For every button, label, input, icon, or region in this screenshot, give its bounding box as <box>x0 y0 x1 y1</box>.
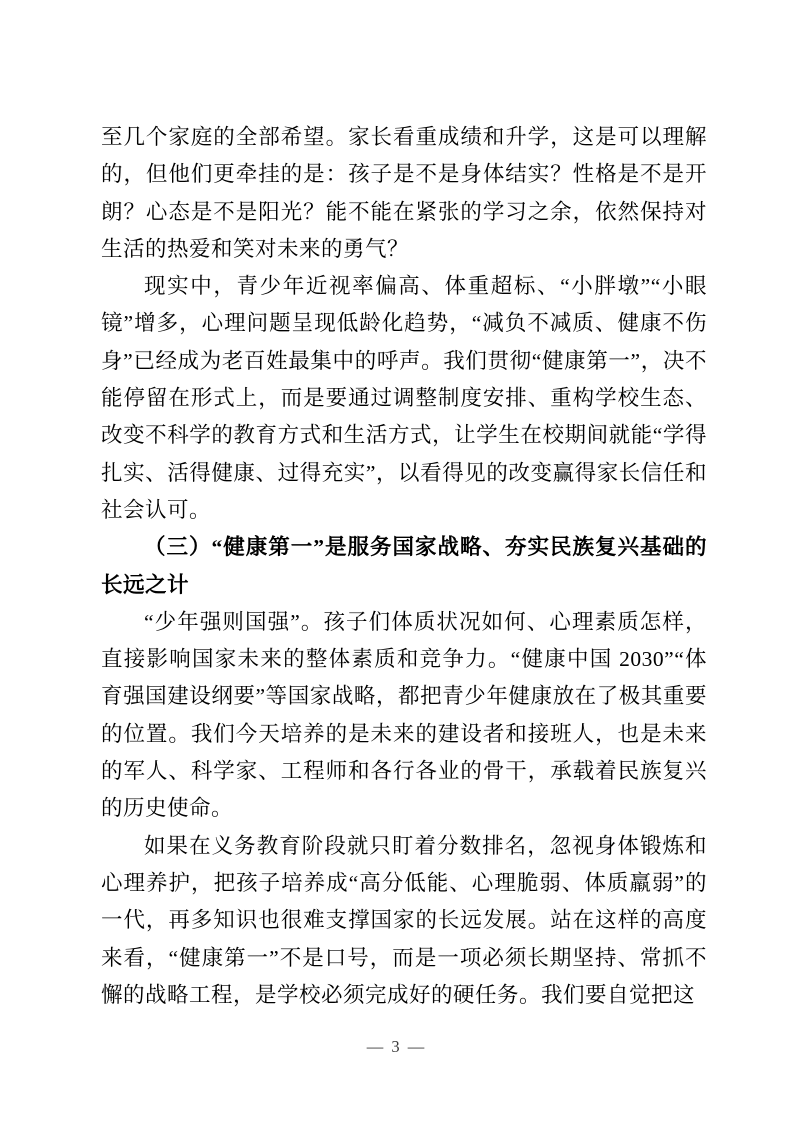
paragraph: 现实中，青少年近视率偏高、体重超标、“小胖墩”“小眼镜”增多，心理问题呈现低龄化趋势，“减负不减质、健康不伤身”已经成为老百姓最集中的呼声。我们贯彻“健康第一”，决不能停留在形式上，而是要通过调整制度安排、重构学校生态、改变不科学的教育方式和生活方式，让学生在校期间就能“学得扎实、活得健康、过得充实”，以看得见的改变赢得家长信任和社会认可。 <box>101 274 707 522</box>
paragraph: “少年强则国强”。孩子们体质状况如何、心理素质怎样，直接影响国家未来的整体素质和竞争力。“健康中国 2030”“体育强国建设纲要”等国家战略，都把青少年健康放在了极其重要的位置。我们今天培养的是未来的建设者和接班人，也是未来的军人、科学家、工程师和各行各业的骨干，承载着民族复兴的历史使命。 <box>101 609 707 821</box>
page-number: — 3 — <box>366 1037 427 1056</box>
paragraph: 如果在义务教育阶段就只盯着分数排名，忽视身体锻炼和心理养护，把孩子培养成“高分低能、心理脆弱、体质羸弱”的一代，再多知识也很难支撑国家的长远发展。站在这样的高度来看，“健康第一”不是口号，而是一项必须长期坚持、常抓不懈的战略工程，是学校必须完成好的硬任务。我们要自觉把这 <box>101 833 707 1007</box>
paragraph-continued-from-previous-page: 至几个家庭的全部希望。家长看重成绩和升学，这是可以理解的，但他们更牵挂的是：孩子是不是身体结实？性格是不是开朗？心态是不是阳光？能不能在紧张的学习之余，依然保持对生活的热爱和笑对未来的勇气？ <box>101 125 707 261</box>
document-body <box>101 119 707 1014</box>
section-heading: （三）“健康第一”是服务国家战略、夯实民族复兴基础的长远之计 <box>101 535 707 597</box>
